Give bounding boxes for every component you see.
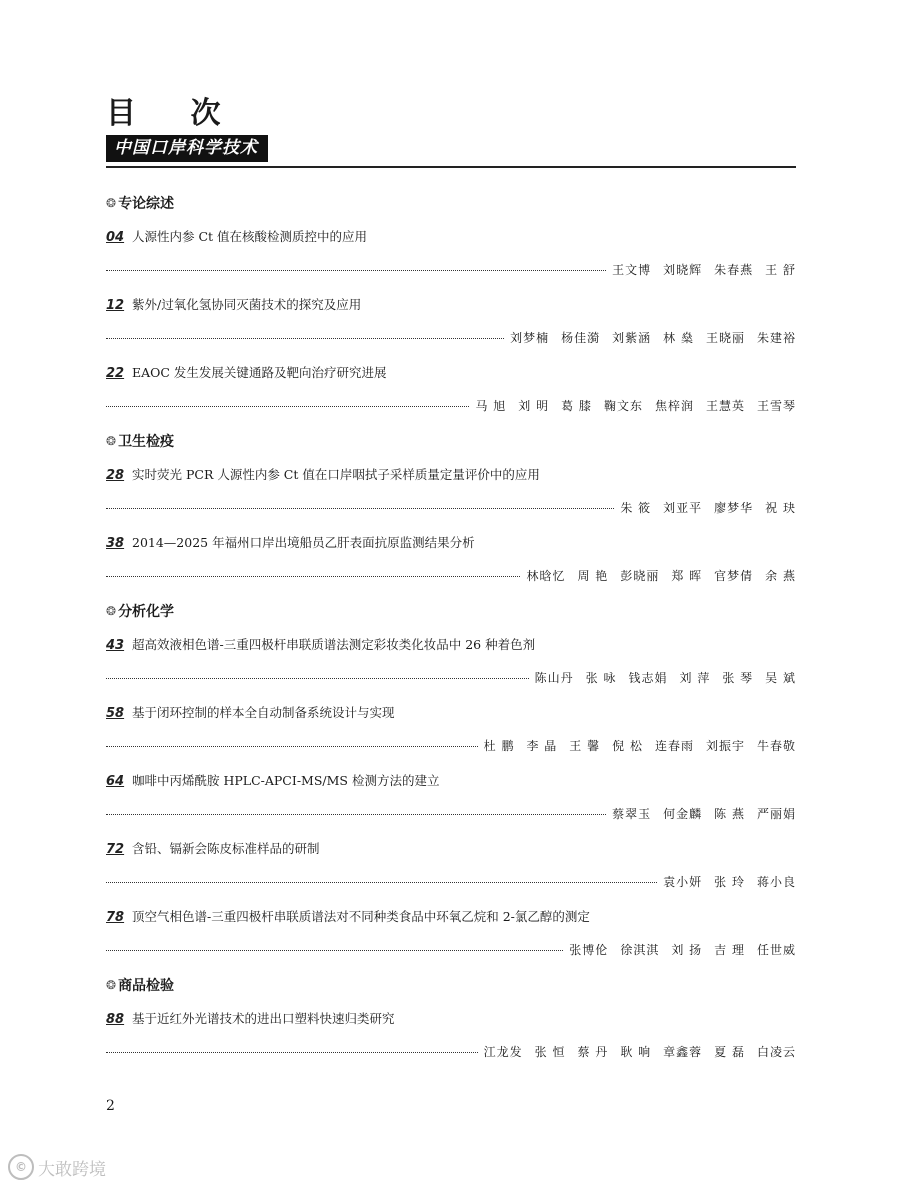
toc-entry[interactable]: [106, 295, 796, 351]
section-heading: [106, 193, 796, 213]
section-bullet-icon: ❂: [106, 434, 117, 448]
entry-title[interactable]: 人源性内参 Ct 值在核酸检测质控中的应用: [132, 229, 368, 244]
author-name: 耿 响: [620, 1045, 652, 1059]
watermark: [8, 1154, 106, 1180]
entry-title-line: [106, 363, 796, 385]
author-name: 陈 燕: [714, 807, 745, 821]
section-heading-label: 专论综述: [118, 196, 175, 212]
entry-title-line: [106, 1009, 796, 1031]
entry-title-line: [106, 533, 796, 555]
author-name: 吉 理: [714, 943, 745, 957]
entry-title[interactable]: EAOC 发生发展关键通路及靶向治疗研究进展: [132, 365, 387, 380]
entry-title-line: [106, 839, 796, 861]
dot-leader: [106, 508, 614, 509]
dot-leader: [106, 950, 563, 951]
toc-entry[interactable]: [106, 839, 796, 895]
author-name: 张 恒: [534, 1045, 566, 1059]
entry-page-number[interactable]: 04: [106, 230, 125, 245]
dot-leader: [106, 576, 520, 577]
entry-page-number[interactable]: 72: [106, 842, 125, 857]
entry-title-line: [106, 227, 796, 249]
entry-page-number[interactable]: 28: [106, 468, 125, 483]
entry-authors: [620, 499, 796, 516]
author-name: 余 燕: [765, 569, 796, 583]
page-number: 2: [106, 1098, 115, 1114]
table-of-contents: [106, 193, 796, 1077]
entry-title[interactable]: 顶空气相色谱-三重四极杆串联质谱法对不同种类食品中环氧乙烷和 2-氯乙醇的测定: [132, 909, 590, 924]
author-name: 徐淇淇: [620, 943, 660, 957]
section-heading-label: 商品检验: [118, 978, 175, 994]
author-name: 蒋小良: [756, 875, 796, 889]
entry-title-line: [106, 295, 796, 317]
toc-entry[interactable]: [106, 907, 796, 963]
author-name: 倪 松: [612, 739, 643, 753]
entry-authors: [475, 397, 796, 414]
entry-authors: [484, 1043, 796, 1060]
author-name: 朱建裕: [756, 331, 796, 345]
toc-entry[interactable]: [106, 635, 796, 691]
author-name: 林 燊: [663, 331, 694, 345]
entry-author-line: [106, 805, 796, 827]
author-name: 袁小妍: [663, 875, 703, 889]
author-name: 蔡翠玉: [612, 807, 652, 821]
author-name: 周 艳: [577, 569, 609, 583]
dot-leader: [106, 406, 469, 407]
section-heading-label: 卫生检疫: [118, 434, 175, 450]
entry-page-number[interactable]: 43: [106, 638, 125, 653]
entry-title[interactable]: 超高效液相色谱-三重四极杆串联质谱法测定彩妆类化妆品中 26 种着色剂: [132, 637, 536, 652]
entry-authors: [535, 669, 796, 686]
entry-authors: [484, 737, 796, 754]
author-name: 刘 扬: [671, 943, 703, 957]
toc-entry[interactable]: [106, 703, 796, 759]
entry-page-number[interactable]: 22: [106, 366, 125, 381]
author-name: 葛 膝: [561, 399, 592, 413]
author-name: 夏 磊: [714, 1045, 745, 1059]
author-name: 刘亚平: [663, 501, 703, 515]
author-name: 郑 晖: [671, 569, 703, 583]
entry-authors: [663, 873, 796, 890]
author-name: 白凌云: [756, 1045, 796, 1059]
entry-title[interactable]: 紫外/过氧化氢协同灭菌技术的探究及应用: [132, 297, 362, 312]
author-name: 张 玲: [714, 875, 745, 889]
author-name: 彭晓丽: [620, 569, 660, 583]
entry-author-line: [106, 1043, 796, 1065]
entry-page-number[interactable]: 12: [106, 298, 125, 313]
author-name: 王雪琴: [756, 399, 796, 413]
author-name: 王 馨: [569, 739, 601, 753]
author-name: 杨佳漪: [561, 331, 601, 345]
dot-leader: [106, 678, 529, 679]
entry-page-number[interactable]: 58: [106, 706, 125, 721]
journal-banner: 中国口岸科学技术: [106, 135, 268, 162]
author-name: 刘 萍: [679, 671, 711, 685]
entry-page-number[interactable]: 64: [106, 774, 125, 789]
section-bullet-icon: ❂: [106, 196, 117, 210]
author-name: 刘振宇: [705, 739, 745, 753]
author-name: 刘紫涵: [612, 331, 652, 345]
entry-title-line: [106, 465, 796, 487]
header-rule: [106, 166, 796, 168]
author-name: 刘梦楠: [510, 331, 550, 345]
author-name: 朱春燕: [714, 263, 754, 277]
author-name: 李 晶: [526, 739, 558, 753]
author-name: 严丽娟: [756, 807, 796, 821]
entry-title[interactable]: 咖啡中丙烯酰胺 HPLC-APCI-MS/MS 检测方法的建立: [132, 773, 440, 788]
toc-entry[interactable]: [106, 1009, 796, 1065]
toc-entry[interactable]: [106, 533, 796, 589]
toc-entry[interactable]: [106, 363, 796, 419]
page-title: 目 次: [106, 96, 243, 131]
entry-authors: [510, 329, 796, 346]
entry-page-number[interactable]: 78: [106, 910, 125, 925]
author-name: 杜 鹏: [483, 739, 515, 753]
watermark-text: 大敢跨境: [38, 1159, 106, 1180]
entry-page-number[interactable]: 88: [106, 1012, 125, 1027]
author-name: 牛春敬: [756, 739, 796, 753]
author-name: 钱志娟: [628, 671, 668, 685]
entry-author-line: [106, 397, 796, 419]
toc-entry[interactable]: [106, 771, 796, 827]
author-name: 吴 斌: [765, 671, 796, 685]
author-name: 刘 明: [518, 399, 550, 413]
section-heading: [106, 431, 796, 451]
entry-title-line: [106, 703, 796, 725]
entry-author-line: [106, 873, 796, 895]
dot-leader: [106, 270, 606, 271]
author-name: 王晓丽: [705, 331, 745, 345]
author-name: 王慧英: [705, 399, 745, 413]
author-name: 刘晓辉: [663, 263, 703, 277]
entry-author-line: [106, 329, 796, 351]
author-name: 任世威: [756, 943, 796, 957]
entry-title-line: [106, 771, 796, 793]
toc-entry[interactable]: [106, 465, 796, 521]
author-name: 何金麟: [663, 807, 703, 821]
section-heading-label: 分析化学: [118, 604, 175, 620]
author-name: 林晗忆: [526, 569, 566, 583]
dot-leader: [106, 814, 606, 815]
author-name: 章鑫蓉: [663, 1045, 703, 1059]
dot-leader: [106, 1052, 478, 1053]
entry-authors: [612, 261, 796, 278]
toc-entry[interactable]: [106, 227, 796, 283]
entry-title[interactable]: 2014—2025 年福州口岸出境船员乙肝表面抗原监测结果分析: [132, 535, 475, 550]
entry-authors: [569, 941, 796, 958]
dot-leader: [106, 746, 478, 747]
dot-leader: [106, 882, 657, 883]
author-name: 王 舒: [765, 263, 796, 277]
entry-author-line: [106, 261, 796, 283]
entry-title[interactable]: 实时荧光 PCR 人源性内参 Ct 值在口岸咽拭子采样质量定量评价中的应用: [132, 467, 540, 482]
entry-title[interactable]: 含铅、镉新会陈皮标准样品的研制: [132, 841, 320, 856]
entry-author-line: [106, 499, 796, 521]
author-name: 张 咏: [585, 671, 617, 685]
author-name: 鞠文东: [603, 399, 643, 413]
author-name: 朱 筱: [620, 501, 652, 515]
entry-title[interactable]: 基于近红外光谱技术的进出口塑料快速归类研究: [132, 1011, 395, 1026]
watermark-logo-icon: ©: [8, 1154, 34, 1180]
entry-title-line: [106, 907, 796, 929]
section-bullet-icon: ❂: [106, 604, 117, 618]
entry-author-line: [106, 567, 796, 589]
author-name: 张博伦: [569, 943, 609, 957]
entry-title[interactable]: 基于闭环控制的样本全自动制备系统设计与实现: [132, 705, 395, 720]
entry-author-line: [106, 941, 796, 963]
section-heading: [106, 601, 796, 621]
author-name: 连春雨: [654, 739, 694, 753]
entry-page-number[interactable]: 38: [106, 536, 125, 551]
author-name: 官梦倩: [714, 569, 754, 583]
author-name: 张 琴: [722, 671, 754, 685]
section-bullet-icon: ❂: [106, 978, 117, 992]
author-name: 王文博: [612, 263, 652, 277]
author-name: 焦梓润: [654, 399, 694, 413]
author-name: 祝 玦: [765, 501, 796, 515]
entry-author-line: [106, 737, 796, 759]
section-heading: [106, 975, 796, 995]
author-name: 蔡 丹: [577, 1045, 609, 1059]
entry-authors: [612, 805, 796, 822]
entry-author-line: [106, 669, 796, 691]
dot-leader: [106, 338, 504, 339]
author-name: 江龙发: [483, 1045, 523, 1059]
author-name: 陈山丹: [534, 671, 574, 685]
entry-authors: [526, 567, 796, 584]
entry-title-line: [106, 635, 796, 657]
author-name: 廖梦华: [714, 501, 754, 515]
author-name: 马 旭: [475, 399, 507, 413]
